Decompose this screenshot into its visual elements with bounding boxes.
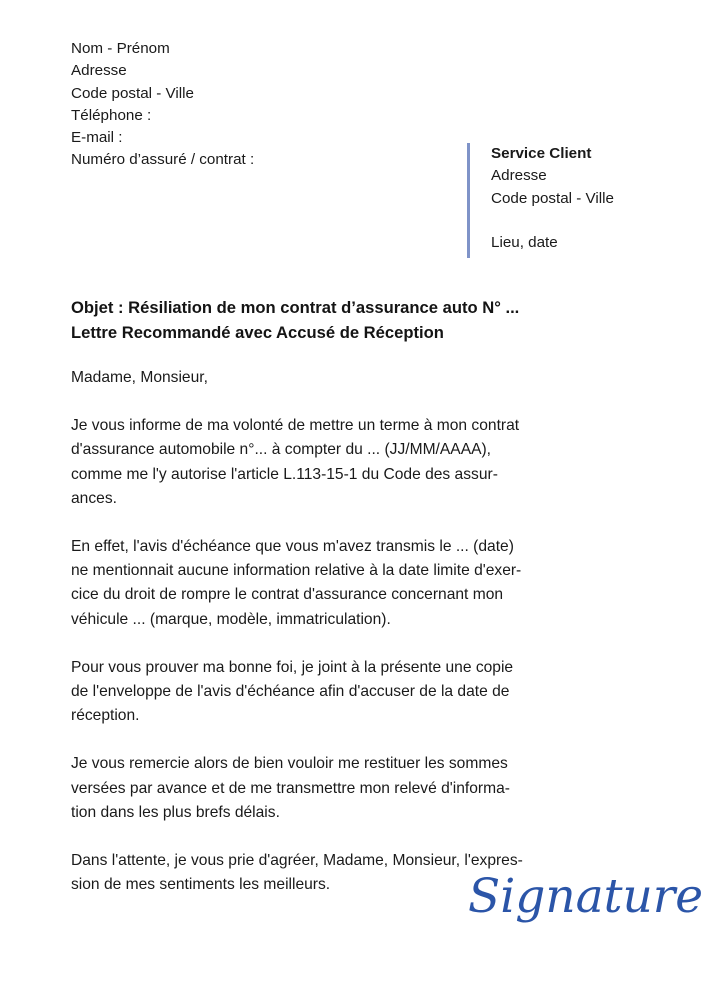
subject-line-object: Objet : Résiliation de mon contrat d’assurance auto N° ... [71,298,520,317]
salutation [71,366,646,390]
paragraph-line: En effet, l'avis d'échéance que vous m'avez transmis le ... (date) [71,538,514,556]
recipient-name: Service Client [491,145,592,162]
paragraph-line: ne mentionnait aucune information relative à la date limite d'exer- [71,562,522,580]
sender-line-address: Adresse [71,62,127,80]
sender-line-policy-number: Numéro d’assuré / contrat : [71,151,255,169]
recipient-block [467,143,687,258]
signature-mark [466,862,704,932]
paragraph-line: Je vous remercie alors de bien vouloir me restituer les sommes [71,755,508,773]
paragraph-motif [71,535,646,632]
paragraph-line: versées par avance et de me transmettre mon relevé d'informa- [71,779,510,797]
paragraph-line: Je vous informe de ma volonté de mettre un terme à mon contrat [71,417,520,435]
paragraph-preuve [71,656,646,729]
recipient-line-postal-city: Code postal - Ville [491,189,614,207]
signature-label: Signature [468,869,704,924]
recipient-address [491,143,687,254]
signature-icon [466,862,704,932]
salutation-line: Madame, Monsieur, [71,369,208,386]
paragraph-line: sion de mes sentiments les meilleurs. [71,876,331,894]
recipient-line-address: Adresse [491,167,547,185]
paragraph-line: cice du droit de rompre le contrat d'assurance concernant mon [71,586,504,604]
paragraph-line: Dans l'attente, je vous prie d'agréer, Madame, Monsieur, l'expres- [71,852,523,870]
paragraph-line: tion dans les plus brefs délais. [71,803,280,821]
subject-line-delivery-method: Lettre Recommandé avec Accusé de Réception [71,322,444,342]
sender-block [71,38,471,172]
paragraph-remboursement [71,752,646,825]
sender-line-name: Nom - Prénom [71,40,170,57]
place-and-date: Lieu, date [491,233,558,251]
paragraph-line: Pour vous prouver ma bonne foi, je joint à la présente une copie [71,658,514,676]
paragraph-intention [71,414,646,511]
letter-body [71,366,646,921]
sender-line-phone: Téléphone : [71,106,152,124]
sender-line-email: E-mail : [71,129,123,147]
paragraph-line: véhicule ... (marque, modèle, immatriculation). [71,610,391,628]
paragraph-line: réception. [71,707,140,725]
paragraph-line: comme me l'y autorise l'article L.113-15-1 du Code des assur- [71,465,498,483]
sender-line-postal-city: Code postal - Ville [71,84,194,102]
paragraph-line: de l'enveloppe de l'avis d'échéance afin d'accuser de la date de [71,683,510,701]
paragraph-line: d'assurance automobile n°... à compter du ... (JJ/MM/AAAA), [71,441,492,459]
subject-heading [71,296,651,345]
paragraph-line: ances. [71,489,117,507]
